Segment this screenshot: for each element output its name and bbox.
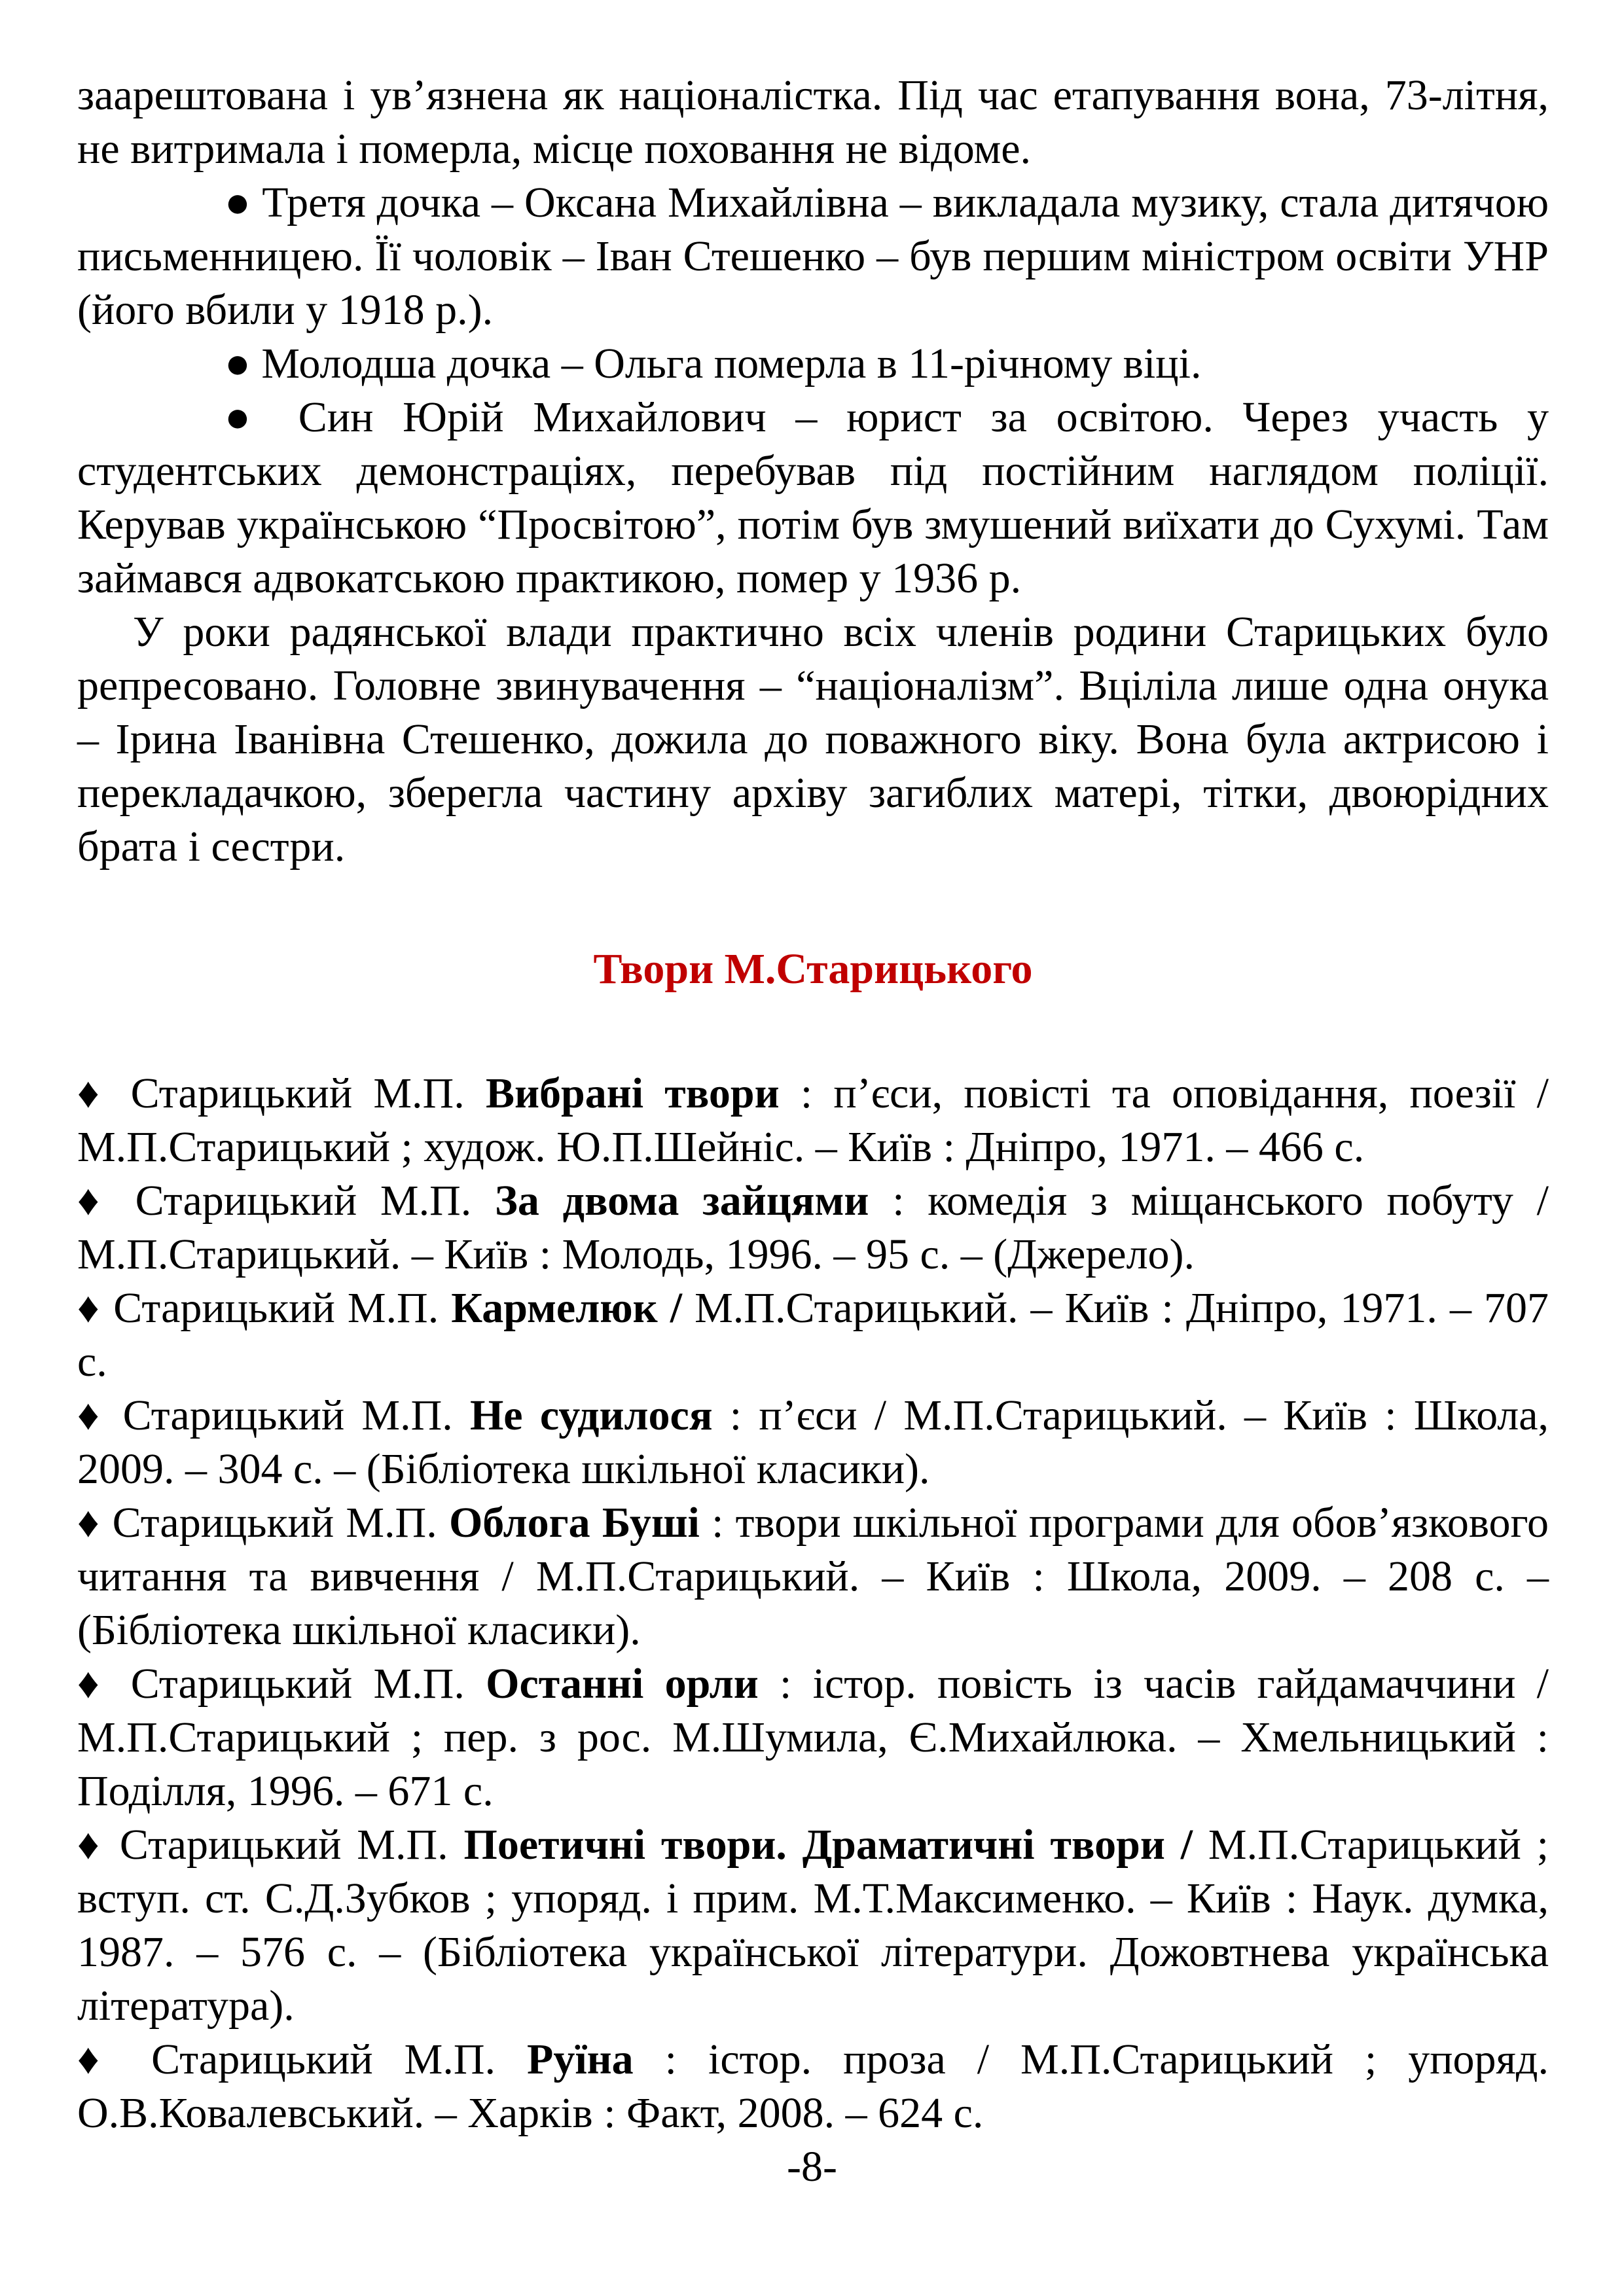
entry-details: : твори шкільної програми для обов’язкового читання та вивчення / М.П.Старицький. – Київ : Школа, 2009. – 208 с. – (Бібліотека шкільної класики). xyxy=(77,1499,1549,1654)
bibliography-list xyxy=(77,1067,1549,2140)
entry-details: : істор. проза / М.П.Старицький ; упоряд. О.В.Ковалевський. – Харків : Факт, 2008. – 624 с. xyxy=(77,2036,1549,2137)
section-title: Твори М.Старицького xyxy=(593,945,1033,993)
entry-author: ♦ Старицький М.П. xyxy=(77,1391,470,1439)
entry-author: ♦ Старицький М.П. xyxy=(77,2036,527,2083)
entry-title: Останні орли xyxy=(486,1660,759,1708)
bibliography-entry xyxy=(77,2033,1549,2140)
entry-details: М.П.Старицький ; вступ. ст. С.Д.Зубков ; упоряд. і прим. М.Т.Максименко. – Київ : Наук. думка, 1987. – 576 с. – (Бібліотека української літератури. Дожовтнева українська література). xyxy=(77,1821,1549,2030)
bibliography-entry xyxy=(77,1282,1549,1389)
closing-paragraph: У роки радянської влади практично всіх членів родини Старицьких було репресовано. Головне звинувачення – “націоналізм”. Вціліла лише одна онука – Ірина Іванівна Стешенко, дожила до поважного віку. Вона була актрисою і перекладачкою, зберегла частину архіву загиблих матері, тітки, двоюрідних брата і сестри. xyxy=(77,608,1549,870)
entry-author: ♦ Старицький М.П. xyxy=(77,1821,464,1869)
entry-title: Облога Буші xyxy=(448,1499,700,1547)
document-page xyxy=(77,69,1549,2140)
intro-paragraph: заарештована і ув’язнена як націоналістка. Під час етапування вона, 73-літня, не витримала і померла, місце поховання не відоме. xyxy=(77,71,1549,173)
entry-details: : істор. повість із часів гайдамаччини / М.П.Старицький ; пер. з рос. М.Шумила, Є.Михайлюка. – Хмельницький : Поділля, 1996. – 671 с. xyxy=(77,1660,1549,1815)
bibliography-entry xyxy=(77,1389,1549,1496)
entry-details: : комедія з міщанського побуту / М.П.Старицький. – Київ : Молодь, 1996. – 95 с. – (Джерело). xyxy=(77,1177,1549,1278)
entry-details: : п’єси, повісті та оповідання, поезії / М.П.Старицький ; худож. Ю.П.Шейніс. – Київ : Дніпро, 1971. – 466 с. xyxy=(77,1069,1549,1171)
entry-details: : п’єси / М.П.Старицький. – Київ : Школа, 2009. – 304 с. – (Бібліотека шкільної класики). xyxy=(77,1391,1549,1493)
entry-author: ♦ Старицький М.П. xyxy=(77,1660,486,1708)
entry-details: М.П.Старицький. – Київ : Дніпро, 1971. – 707 с. xyxy=(77,1284,1549,1386)
page-number: -8- xyxy=(787,2143,837,2191)
entry-title: Кармелюк / xyxy=(451,1284,683,1332)
entry-author: ♦ Старицький М.П. xyxy=(77,1284,452,1332)
family-bullet-oksana: ● Третя дочка – Оксана Михайлівна – викладала музику, стала дитячою письменницею. Її чоловік – Іван Стешенко – був першим міністром освіти УНР (його вбили у 1918 р.). xyxy=(77,179,1549,334)
bibliography-entry xyxy=(77,1657,1549,1818)
bibliography-entry xyxy=(77,1067,1549,1174)
entry-title: Руїна xyxy=(527,2036,634,2083)
entry-title: Вибрані твори xyxy=(485,1069,780,1117)
entry-title: Поетичні твори. Драматичні твори / xyxy=(463,1821,1193,1869)
entry-title: Не судилося xyxy=(469,1391,713,1439)
bibliography-entry xyxy=(77,1496,1549,1657)
entry-author: ♦ Старицький М.П. xyxy=(77,1177,496,1225)
entry-title: За двома зайцями xyxy=(495,1177,869,1225)
bibliography-entry xyxy=(77,1174,1549,1282)
family-bullet-yurii: ● Син Юрій Михайлович – юрист за освітою. Через участь у студентських демонстраціях, перебував під постійним наглядом поліції. Керував українською “Просвітою”, потім був змушений виїхати до Сухумі. Там займався адвокатською практикою, помер у 1936 р. xyxy=(77,393,1549,602)
bibliography-entry xyxy=(77,1818,1549,2033)
entry-author: ♦ Старицький М.П. xyxy=(77,1499,449,1547)
entry-author: ♦ Старицький М.П. xyxy=(77,1069,486,1117)
family-bullet-olha: ● Молодша дочка – Ольга померла в 11-річному віці. xyxy=(225,340,1202,387)
